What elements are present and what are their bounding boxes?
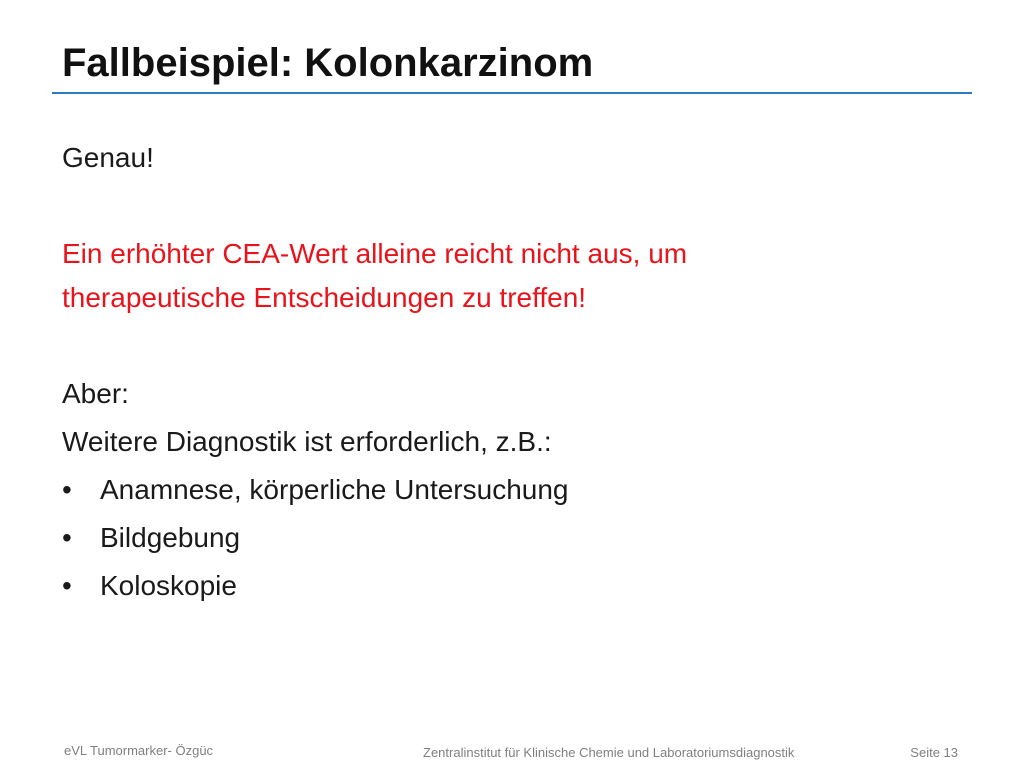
diagnostik-intro: Weitere Diagnostik ist erforderlich, z.B.: [62, 426, 552, 457]
list-item [62, 562, 962, 610]
alert-line-2: therapeutische Entscheidungen zu treffen! [62, 282, 587, 313]
list-item [62, 466, 962, 514]
diagnostik-list [62, 466, 962, 610]
footer-course-label: eVL Tumormarker- Özgüc [64, 743, 214, 758]
greeting-text: Genau! [62, 142, 154, 173]
slide-footer [0, 740, 1024, 760]
list-item [62, 514, 962, 562]
bullet-icon: • [62, 474, 72, 505]
alert-statement [62, 230, 962, 320]
list-item-label: Bildgebung [100, 522, 241, 553]
slide-content [62, 134, 962, 610]
slide-title: Fallbeispiel: Kolonkarzinom [62, 41, 594, 85]
list-item-label: Koloskopie [100, 570, 237, 601]
alert-line-1: Ein erhöhter CEA-Wert alleine reicht nicht aus, um [62, 238, 688, 269]
footer-page-number: Seite 13 [910, 745, 958, 760]
title-divider [52, 92, 972, 94]
bullet-icon: • [62, 522, 72, 553]
bullet-icon: • [62, 570, 72, 601]
footer-institute-label: Zentralinstitut für Klinische Chemie und Laboratoriumsdiagnostik [423, 745, 795, 760]
list-item-label: Anamnese, körperliche Untersuchung [100, 474, 569, 505]
aber-label: Aber: [62, 378, 129, 409]
